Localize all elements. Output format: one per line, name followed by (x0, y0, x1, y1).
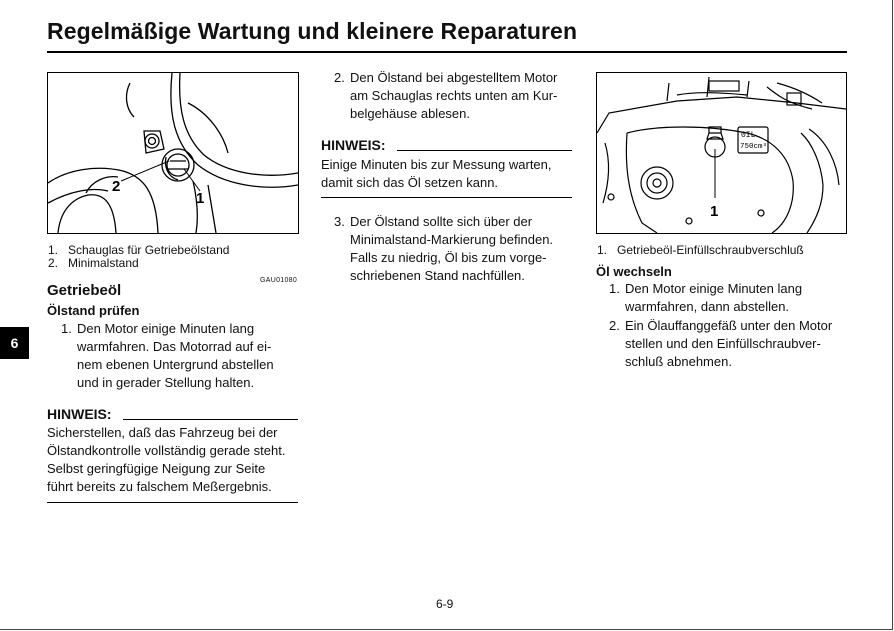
step-3 (334, 213, 574, 287)
figure-caption-2 (48, 256, 139, 270)
caption-text: Minimalstand (68, 256, 139, 270)
step-1 (61, 320, 301, 394)
step-number: 3. (334, 214, 345, 229)
caption-number: 1. (48, 243, 59, 257)
cap-label-text: 0IL (741, 131, 756, 140)
oil-change-subtitle: Öl wechseln (596, 264, 672, 279)
caption-text: Getriebeöl-Einfüllschraubverschluß (617, 243, 804, 257)
sight-glass-figure (47, 72, 299, 234)
note-heading: HINWEIS: (47, 406, 112, 422)
section-title: Getriebeöl (47, 282, 122, 299)
step-number: 1. (609, 281, 620, 296)
step-2 (609, 317, 849, 373)
note-end-rule (47, 502, 298, 503)
oil-filler-cap-figure (596, 72, 847, 234)
document-code: GAU01080 (260, 277, 298, 284)
figure-caption-1 (597, 243, 804, 257)
caption-text: Schauglas für Getriebeölstand (68, 243, 230, 257)
step-text: Den Motor einige Minuten lang warmfahren. Das Motorrad auf ei- nem ebenen Untergrund abstellen und in gerader Stellung halten. (77, 321, 274, 390)
step-text: Ein Ölauffanggefäß unter den Motor stellen und den Einfüllschraubver- schluß abnehmen. (625, 318, 833, 369)
chapter-tab: 6 (0, 327, 29, 359)
callout-2: 2 (112, 178, 121, 195)
caption-number: 1. (597, 243, 608, 257)
step-1 (609, 280, 849, 318)
figure-caption-1 (48, 243, 229, 257)
caption-number: 2. (48, 256, 59, 270)
note-text: Einige Minuten bis zur Messung warten, damit sich das Öl setzen kann. (321, 157, 552, 190)
cap-volume-text: 750cm³ (740, 143, 768, 151)
note-text: Sicherstellen, daß das Fahrzeug bei der Ölstandkontrolle vollständig gerade steht. Selbst geringfügige Neigung zur Seite führt bereits zu falschem Meßergebnis. (47, 425, 286, 494)
step-number: 1. (61, 321, 72, 336)
callout-1: 1 (196, 190, 205, 207)
step-number: 2. (334, 70, 345, 85)
page-number: 6-9 (436, 597, 454, 611)
section-subtitle: Ölstand prüfen (47, 303, 140, 318)
note-heading: HINWEIS: (321, 137, 386, 153)
step-text: Der Ölstand sollte sich über der Minimalstand-Markierung befinden. Falls zu niedrig, Öl bis zum vorge- schriebenen Stand nachfüllen. (350, 214, 554, 283)
step-2 (334, 69, 574, 125)
note-end-rule (321, 197, 572, 198)
page-title: Regelmäßige Wartung und kleinere Reparaturen (47, 18, 578, 44)
step-number: 2. (609, 318, 620, 333)
note-rule (123, 419, 298, 420)
note-rule (397, 150, 572, 151)
title-rule (47, 51, 847, 53)
step-text: Den Ölstand bei abgestelltem Motor am Schauglas rechts unten am Kur- belgehäuse ablesen. (350, 70, 558, 121)
step-text: Den Motor einige Minuten lang warmfahren, dann abstellen. (625, 281, 803, 314)
callout-1: 1 (710, 203, 719, 220)
